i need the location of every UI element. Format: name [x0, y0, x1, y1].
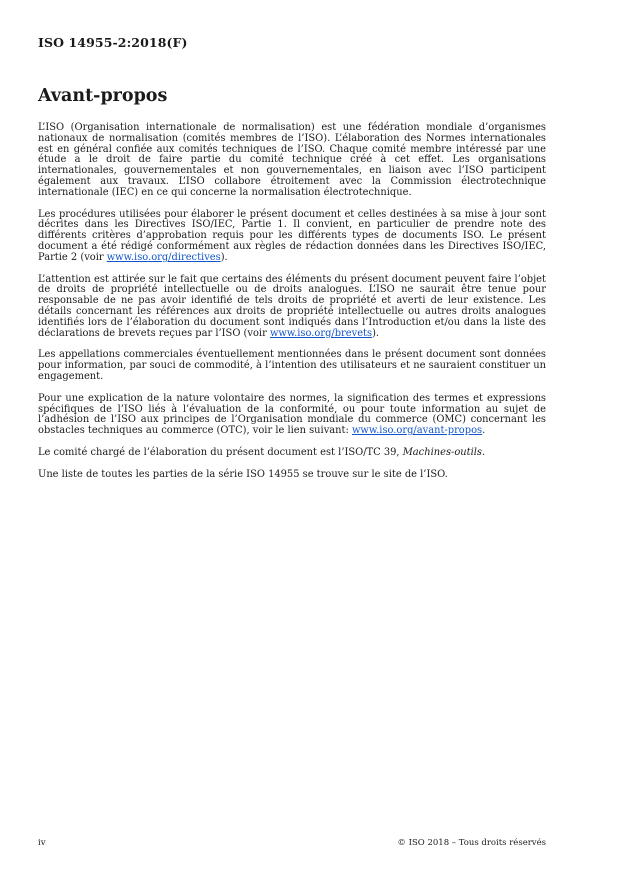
committee-title: Machines-outils [402, 446, 483, 458]
document-id: ISO 14955-2:2018(F) [38, 35, 188, 50]
page-number: iv [38, 838, 46, 848]
patents-link[interactable]: www.iso.org/brevets [269, 327, 373, 339]
paragraph-text: Les procédures utilisées pour élaborer le présent document et celles destinées à sa mise à jour sont décrites dans les Directives ISO/IEC, Partie 1. Il convient, en particulier de prendre note des différents critères d’approbation requis pour les différents types de documents ISO. Le présent document a été rédigé conformément aux règles de rédaction données dans les Directives ISO/IEC, Partie 2 (voir [38, 208, 546, 263]
paragraph-parts-list: Une liste de toutes les parties de la série ISO 14955 se trouve sur le site de l’ISO. [38, 468, 448, 480]
paragraph-text-end: ). [372, 327, 380, 339]
paragraph-text: Le comité chargé de l’élaboration du présent document est l’ISO/TC 39, [38, 446, 403, 458]
paragraph-text-end: . [482, 446, 486, 458]
copyright-notice: © ISO 2018 – Tous droits réservés [397, 838, 546, 848]
paragraph-text: Pour une explication de la nature volontaire des normes, la signification des termes et expressions spécifiques de l’ISO liés à l’évaluation de la conformité, ou pour toute information au sujet de l’adhésion de l’ISO aux principes de l’Organisation mondiale du commerce (OMC) concernant les obstacles techniques au commerce (OTC), voir le lien suivant: [38, 392, 546, 437]
paragraph-trade-names: Les appellations commerciales éventuellement mentionnées dans le présent document sont données pour information, par souci de commodité, à l’intention des utilisateurs et ne sauraient constituer un engagement. [38, 349, 546, 382]
paragraph-iso-organisation: L’ISO (Organisation internationale de normalisation) est une fédération mondiale d’organismes nationaux de normalisation (comités membres de l’ISO). L’élaboration des Normes internationales est en général confiée aux comités techniques de l’ISO. Chaque comité membre intéressé par une étude a le droit de faire partie du comité technique créé à cet effet. Les organisations internationales, gouvernementales et non gouvernementales, en liaison avec l’ISO participent également aux travaux. L’ISO collabore étroitement avec la Commission électrotechnique internationale (IEC) en ce qui concerne la normalisation électrotechnique. [38, 122, 546, 198]
paragraph-voluntary-nature [38, 394, 546, 437]
foreword-link[interactable]: www.iso.org/avant-propos [351, 425, 483, 437]
directives-link[interactable]: www.iso.org/directives [106, 251, 221, 263]
paragraph-text-end: . [482, 425, 486, 437]
page-title: Avant-propos [38, 86, 168, 106]
paragraph-text: L’attention est attirée sur le fait que certains des éléments du présent document peuvent faire l’objet de droits de propriété intellectuelle ou de droits analogues. L’ISO ne saurait être tenue pour responsable de ne pas avoir identifié de tels droits de propriété et averti de leur existence. Les détails concernant les références aux droits de propriété intellectuelle ou autres droits analogues identifiés lors de l’élaboration du document sont indiqués dans l’Introduction et/ou dans la liste des déclarations de brevets reçues par l’ISO (voir [38, 273, 546, 339]
paragraph-procedures [38, 210, 546, 264]
paragraph-text-end: ). [220, 251, 228, 263]
paragraph-patents [38, 275, 546, 340]
paragraph-committee [38, 448, 546, 459]
foreword-body [38, 123, 546, 492]
